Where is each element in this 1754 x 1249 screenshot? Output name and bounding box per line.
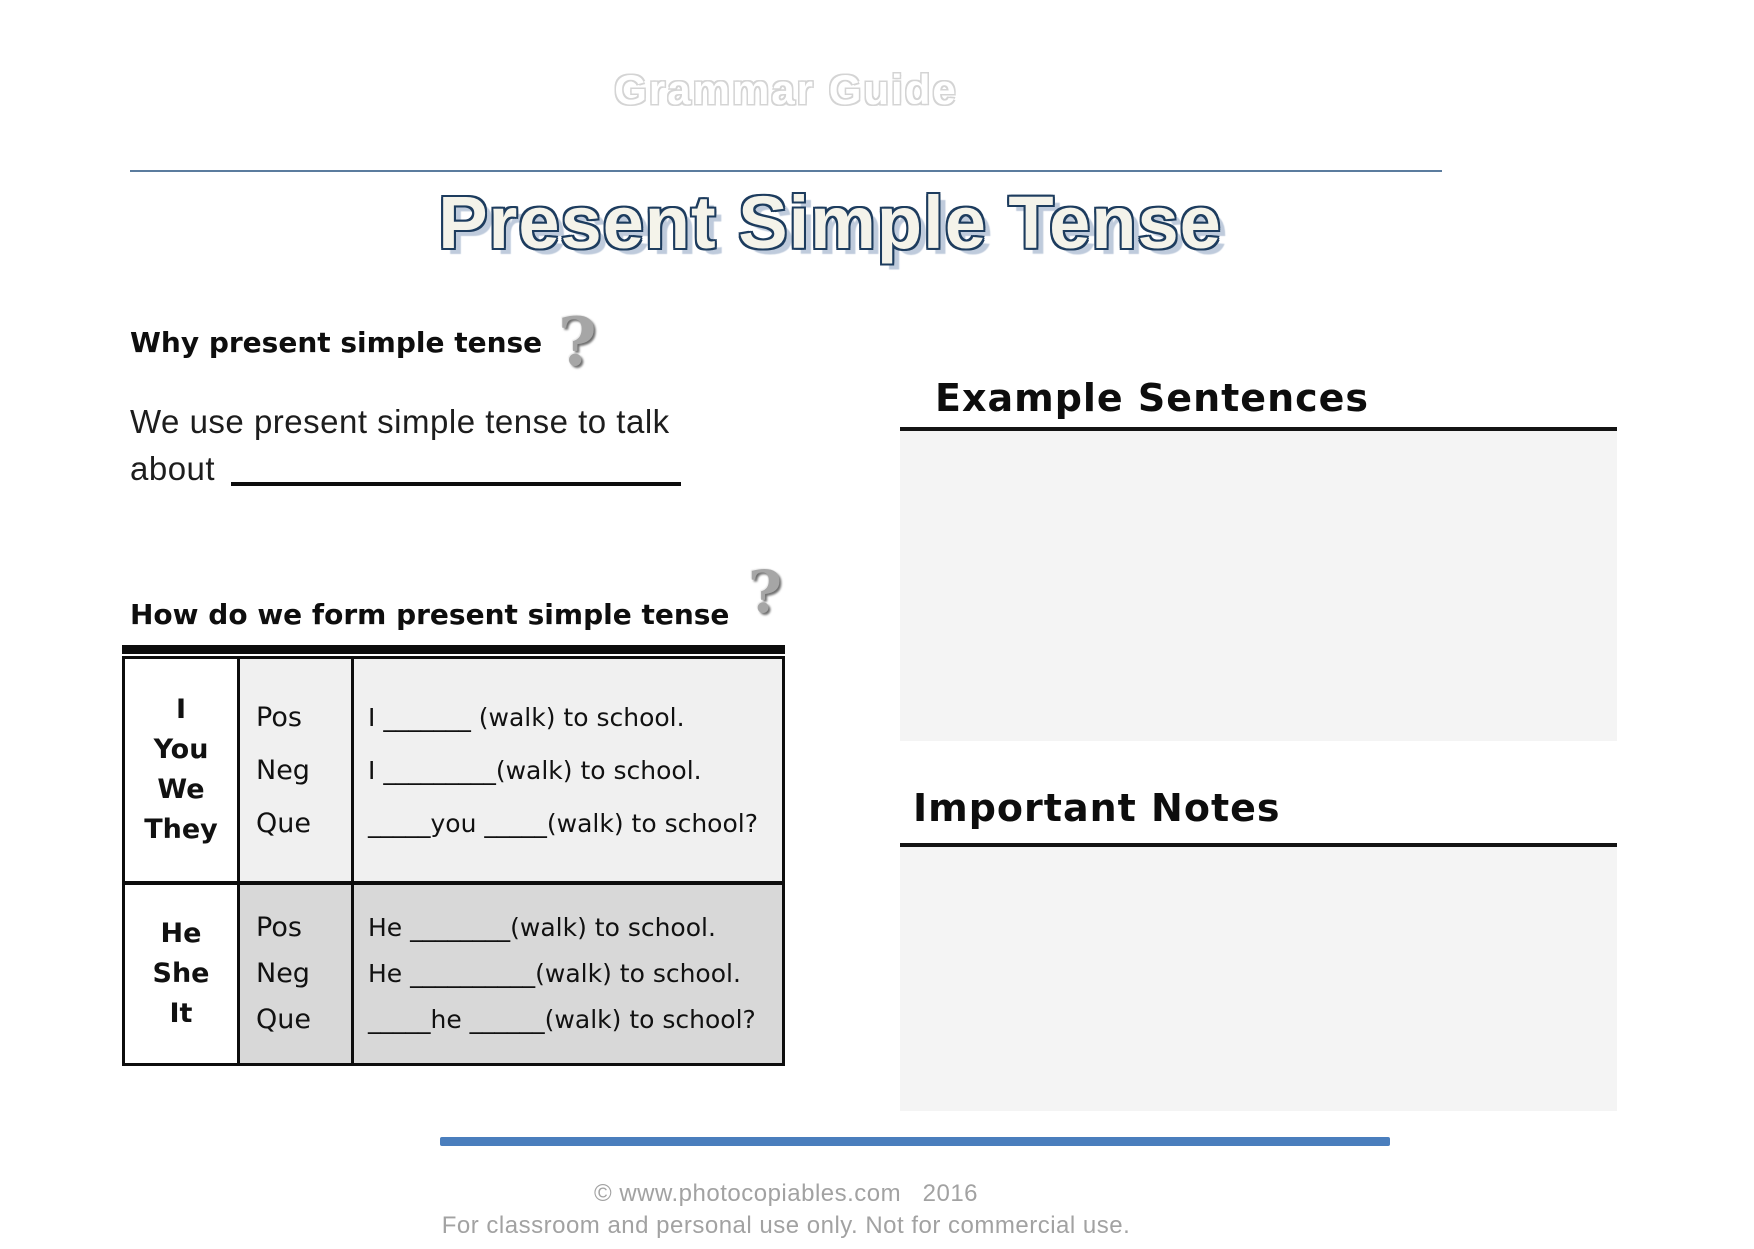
intro-text-line1: We use present simple tense to talk — [130, 403, 670, 440]
license-text: For classroom and personal use only. Not for commercial use. — [441, 1212, 1131, 1239]
form-label: Que — [256, 807, 311, 839]
form-label: Que — [256, 1004, 311, 1035]
pronoun-label: I — [175, 694, 187, 725]
fill-in-blank-line — [231, 476, 681, 486]
header-divider-line — [130, 170, 1442, 172]
table-row-singular-pronouns — [125, 881, 782, 1063]
question-mark-icon: ? — [748, 558, 782, 626]
sentence-text: I _______ (walk) to school. — [368, 702, 685, 732]
pronoun-label: He — [160, 918, 202, 949]
footer-accent-bar — [440, 1137, 1390, 1146]
pronoun-label: It — [169, 998, 193, 1029]
pronoun-label: We — [157, 774, 205, 805]
sentence-text: I _________(walk) to school. — [368, 755, 702, 785]
grammar-guide-watermark: Grammar Guide — [614, 66, 958, 113]
how-section-heading: How do we form present simple tense — [130, 598, 730, 631]
examples-section-heading: Example Sentences — [935, 376, 1370, 420]
pronoun-cell — [125, 885, 240, 1063]
form-label-cell — [240, 885, 354, 1063]
conjugation-table-inner — [122, 656, 785, 1066]
form-label: Neg — [256, 958, 310, 989]
sentence-cell — [354, 885, 782, 1063]
sentence-cell — [354, 659, 782, 881]
notes-writing-panel — [900, 843, 1617, 1111]
sentence-text: He __________(walk) to school. — [368, 959, 741, 988]
sentence-text: _____you _____(walk) to school? — [368, 808, 758, 838]
why-section-heading: Why present simple tense — [130, 326, 543, 359]
pronoun-cell — [125, 659, 240, 881]
form-label: Neg — [256, 754, 310, 786]
page-title: Present Simple Tense — [438, 181, 1222, 264]
intro-text-line2: about — [130, 450, 216, 487]
intro-paragraph — [130, 398, 681, 492]
notes-section-heading: Important Notes — [913, 786, 1281, 830]
table-row-plural-pronouns — [125, 659, 782, 881]
sentence-text: _____he ______(walk) to school? — [368, 1005, 756, 1034]
form-label: Pos — [256, 701, 302, 733]
examples-writing-panel — [900, 427, 1617, 741]
copyright-text: © www.photocopiables.com 2016 — [593, 1180, 979, 1207]
pronoun-label: She — [152, 958, 210, 989]
pronoun-label: You — [153, 734, 209, 765]
question-mark-icon: ? — [558, 303, 597, 381]
sentence-text: He ________(walk) to school. — [368, 913, 716, 942]
conjugation-table — [122, 645, 785, 1066]
pronoun-label: They — [144, 814, 218, 845]
form-label-cell — [240, 659, 354, 881]
form-label: Pos — [256, 912, 302, 943]
